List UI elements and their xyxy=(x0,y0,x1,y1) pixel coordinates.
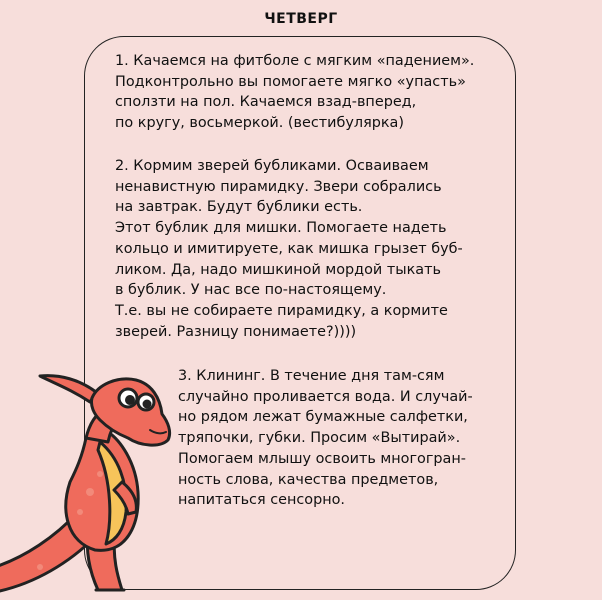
dinosaur-icon xyxy=(0,362,190,600)
paragraph-1: 1. Качаемся на фитболе с мягким «падением». Подконтрольно вы помогаете мягко «упасть» сползти на пол. Качаемся взад-вперед, по кругу, восьмеркой. (вестибулярка) xyxy=(115,53,475,132)
page-title: ЧЕТВЕРГ xyxy=(264,11,338,27)
paragraph-3: 3. Клининг. В течение дня там-сям случайно проливается вода. И случай- но рядом лежат бумажные салфетки, тряпочки, губки. Просим «Вытирай». Помогаем млышу освоить многогран- ность слова, качества предметов, напитаться сенсорно. xyxy=(178,368,473,509)
paragraph-2: 2. Кормим зверей бубликами. Осваиваем ненавистную пирамидку. Звери собрались на завтрак. Будут бублики есть. Этот бублик для мишки. Помогаете надеть кольцо и имитируете, как мишка грызет буб- ликом. Да, надо мишкиной мордой тыкать в бублик. У нас все по-настоящему. Т.е. вы не собираете пирамидку, а кормите зверей. Разницу понимаете?)))) xyxy=(115,158,463,340)
